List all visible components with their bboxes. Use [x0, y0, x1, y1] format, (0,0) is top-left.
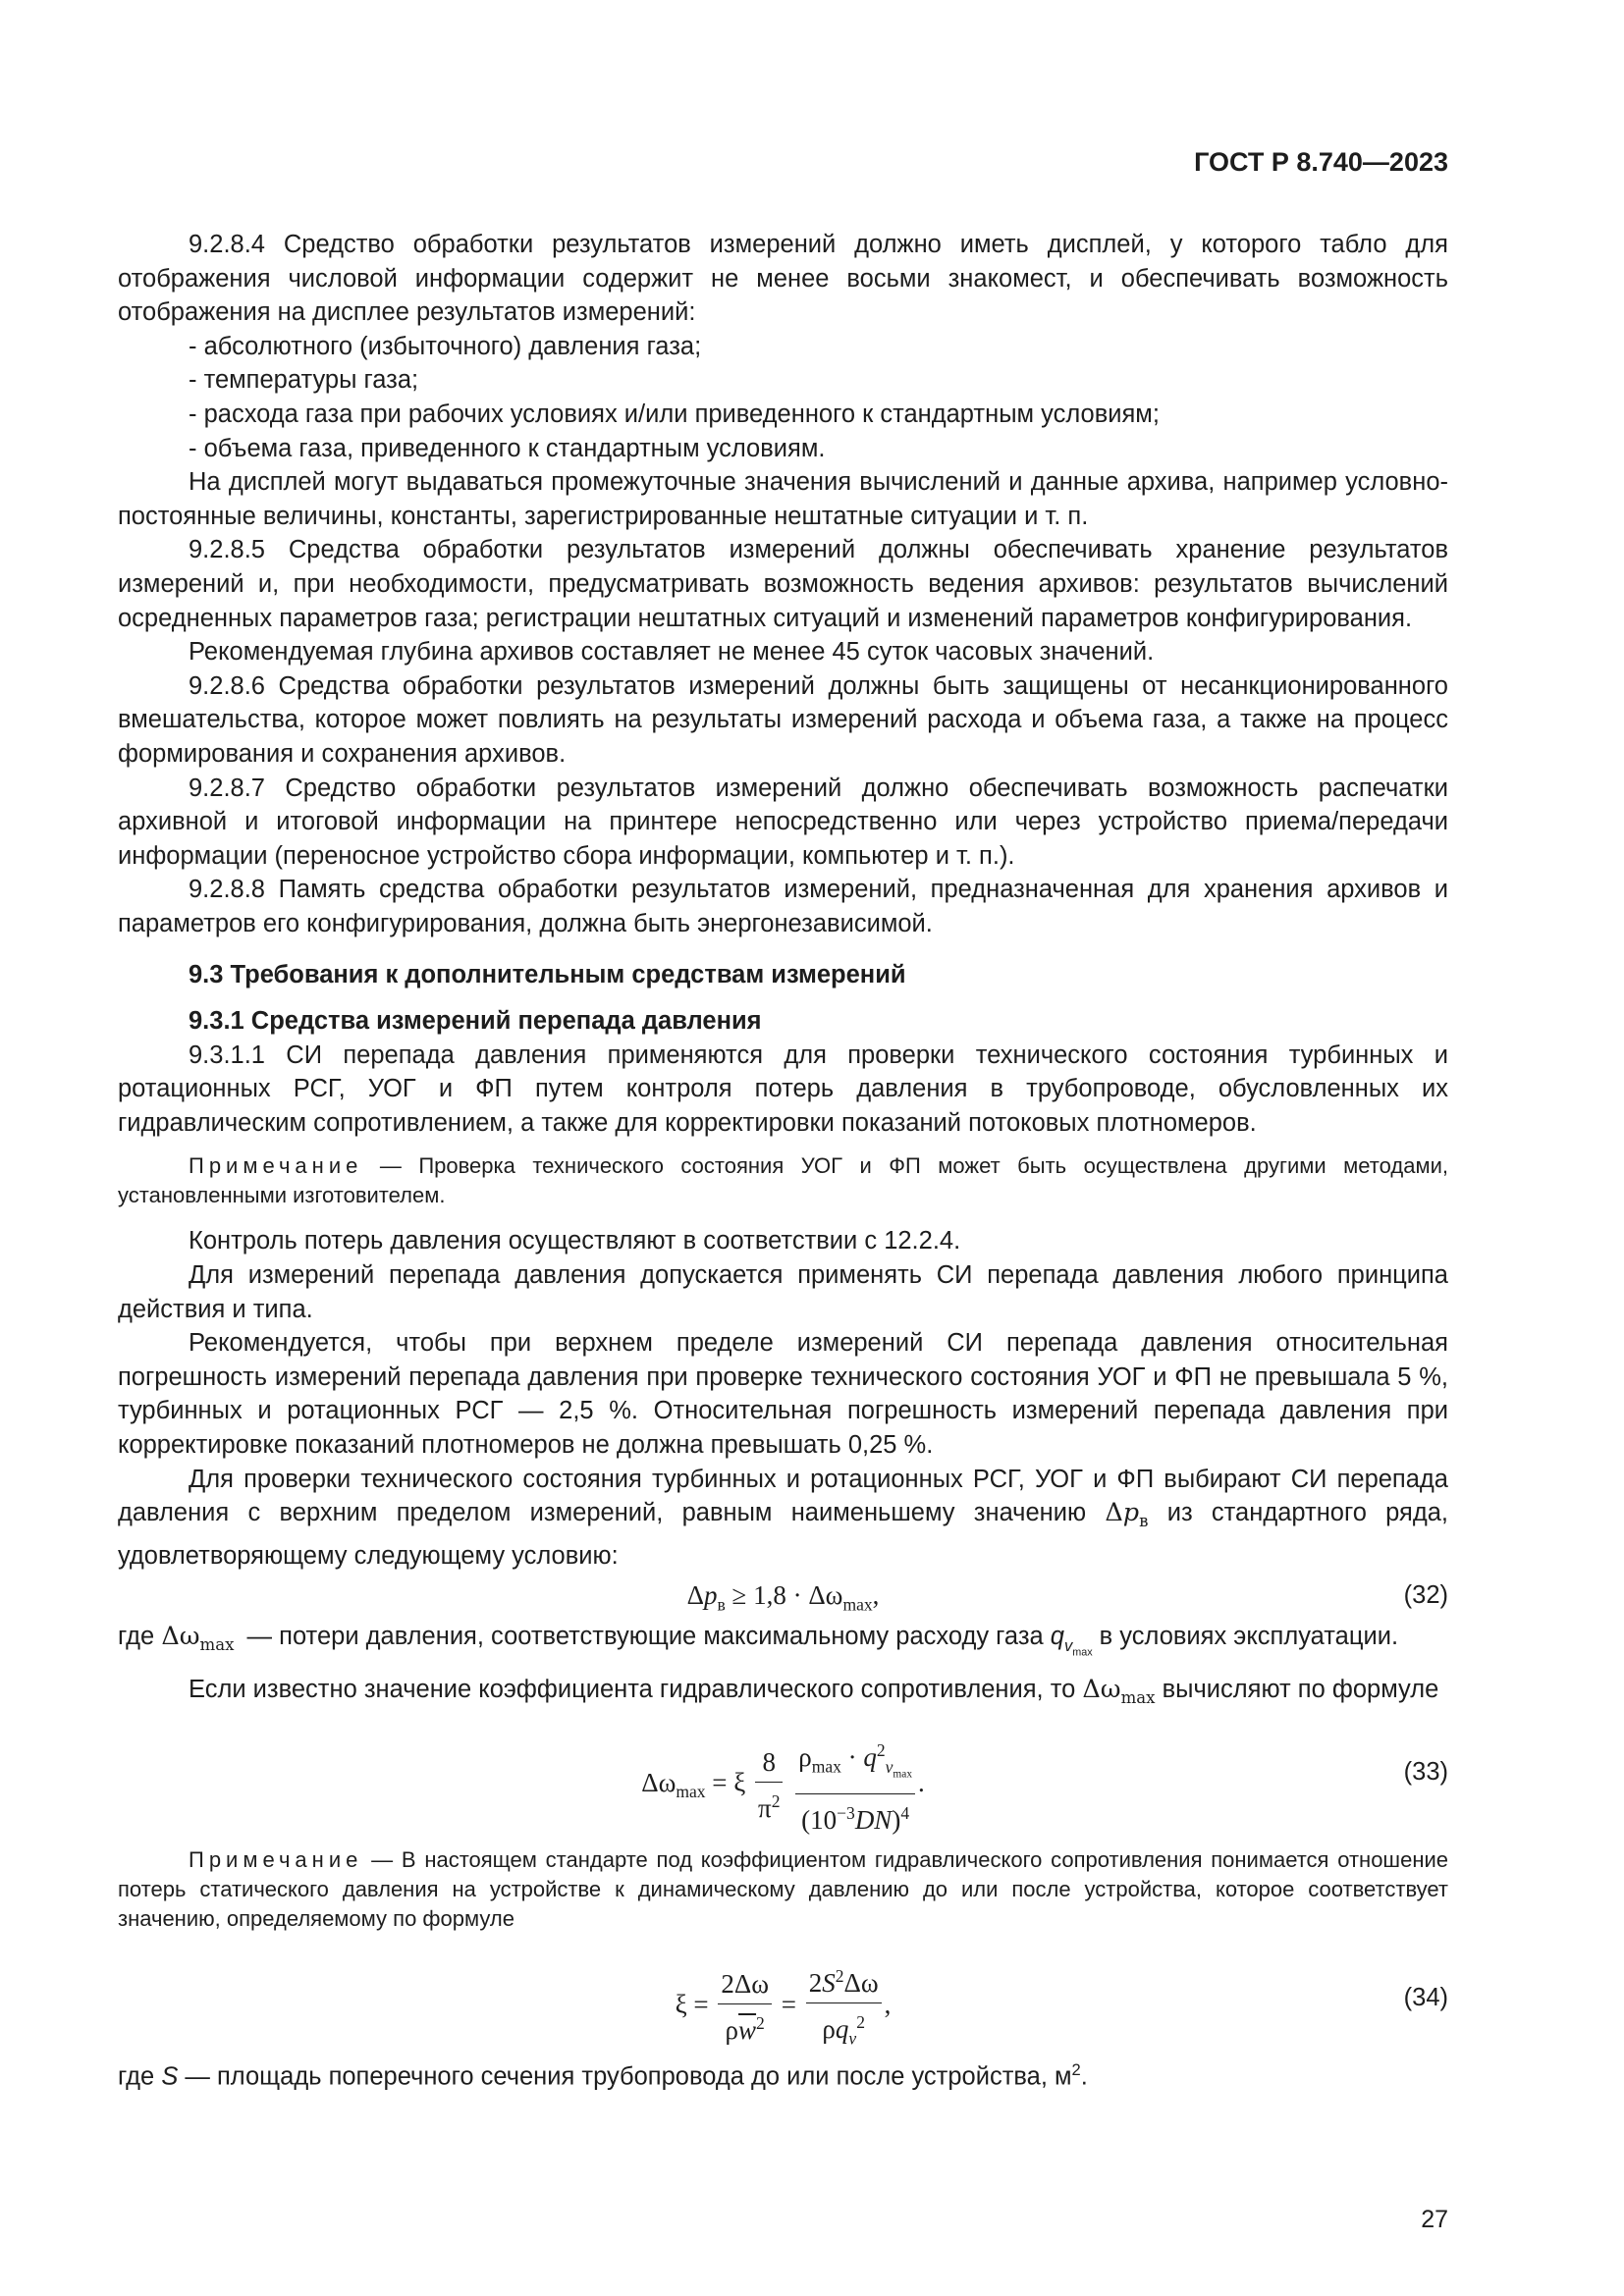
paragraph: Контроль потерь давления осуществляют в соответствии с 12.2.4. [189, 1227, 961, 1255]
paragraph: Для измерений перепада давления допускается применять СИ перепада давления любого принципа действия и типа. [118, 1261, 1448, 1323]
paragraph-9-2-8-5: 9.2.8.5 Средства обработки результатов измерений должны обеспечивать хранение результатов измерений и, при необходимости, предусматривать возможность ведения архивов: результатов вычислений осредненных параметров газа; регистрации нештатных ситуаций и изменений параметров конфигурирования. [118, 536, 1448, 632]
subsection-heading-9-3-1: 9.3.1 Средства измерений перепада давления [189, 1007, 762, 1036]
formula-33 [118, 1716, 1448, 1834]
list-item: - температуры газа; [189, 366, 419, 395]
page-content [118, 228, 1448, 2094]
note-label: Примечание [189, 1847, 363, 1873]
list-item: - объема газа, приведенного к стандартным условиям. [189, 434, 826, 462]
formula-number: (34) [1403, 1984, 1448, 2012]
note-label: Примечание [189, 1153, 363, 1179]
note-text: — Проверка технического состояния УОГ и ФП может быть осуществлена другими методами, установленными изготовителем. [118, 1153, 1448, 1208]
note-1 [118, 1151, 1448, 1210]
formula-number: (33) [1403, 1758, 1448, 1787]
note-text: — В настоящем стандарте под коэффициентом гидравлического сопротивления понимается отношение потерь статического давления на устройстве к динамическому давлению до или после устройства, которое соответствует значению, определяемому по формуле [118, 1847, 1448, 1932]
paragraph: Рекомендуемая глубина архивов составляет не менее 45 суток часовых значений. [189, 638, 1155, 667]
formula-number: (32) [1403, 1581, 1448, 1610]
formula-33-body: $\Delta\omega_{max} = \xi$ $\frac{8}{\pi^2}$ $\frac{\rho_{max} \cdot q^2_{v_{max}}}{(10^{-3}DN)^4}$ . [118, 1734, 1448, 1837]
paragraph-9-3-1-1: 9.3.1.1 СИ перепада давления применяются для проверки технического состояния турбинных и ротационных РСГ, УОГ и ФП путем контроля потерь давления в трубопроводе, обусловленных их гидравлическим сопротивлением, а также для корректировки показаний потоковых плотномеров. [118, 1041, 1448, 1137]
where-clause: где $\Delta\omega_{max}$ — потери давления, соответствующие максимальному расходу газа $q_{v_{max}}$ в условиях эксплуатации. [118, 1622, 1399, 1658]
delta-p-symbol: $\Delta p_в$ [1105, 1498, 1149, 1531]
formula-32 [118, 1573, 1448, 1620]
document-code: ГОСТ Р 8.740—2023 [1194, 147, 1448, 177]
where-clause-s: где S — площадь поперечного сечения трубопровода до или после устройства, $м^2$. [118, 2060, 1088, 2091]
page-number: 27 [1421, 2206, 1448, 2233]
paragraph-9-2-8-4: 9.2.8.4 Средство обработки результатов измерений должно иметь дисплей, у которого табло для отображения числовой информации содержит не менее восьми знакомест, и обеспечивать возможность отображения на дисплее результатов измерений: [118, 231, 1448, 327]
formula-34-body: ξ = $\frac{2\Delta\omega}{\rho\overline{w}^2}$ = $\frac{2S^2\Delta\omega}{\rho q_v^2}$ , [118, 1959, 1448, 2056]
paragraph: На дисплей могут выдаваться промежуточные значения вычислений и данные архива, например условно-постоянные величины, константы, зарегистрированные нештатные ситуации и т. п. [118, 468, 1448, 530]
paragraph: Если известно значение коэффициента гидравлического сопротивления, то $\Delta\omega_{max}$ вычисляют по формуле [189, 1675, 1439, 1708]
formula-34 [118, 1948, 1448, 2054]
paragraph: Рекомендуется, чтобы при верхнем пределе измерений СИ перепада давления относительная погрешность измерений перепада давления при проверке технического состояния УОГ и ФП не превышала 5 %, турбинных и ротационных РСГ — 2,5 %. Относительная погрешность измерений перепада давления при корректировке показаний плотномеров не должна превышать 0,25 %. [118, 1329, 1448, 1459]
list-item: - расхода газа при рабочих условиях и/или приведенного к стандартным условиям; [189, 400, 1160, 428]
formula-32-body: $\Delta p_в \ge 1,8 \cdot \Delta\omega_{max}$, [686, 1580, 880, 1615]
section-heading-9-3: 9.3 Требования к дополнительным средствам измерений [189, 961, 906, 989]
list-item: - абсолютного (избыточного) давления газа; [189, 332, 702, 360]
paragraph-9-2-8-8: 9.2.8.8 Память средства обработки результатов измерений, предназначенная для хранения архивов и параметров его конфигурирования, должна быть энергонезависимой. [118, 876, 1448, 937]
paragraph-9-2-8-6: 9.2.8.6 Средства обработки результатов измерений должны быть защищены от несанкционированного вмешательства, которое может повлиять на результаты измерений расхода и объема газа, а также на процесс формирования и сохранения архивов. [118, 671, 1448, 768]
paragraph: Для проверки технического состояния турбинных и ротационных РСГ, УОГ и ФП выбирают СИ перепада давления с верхним пределом измерений, равным наименьшему значению $\Delta p_в$ из стандартного ряда, удовлетворяющему следующему условию: [118, 1465, 1448, 1570]
note-2 [118, 1845, 1448, 1934]
paragraph-9-2-8-7: 9.2.8.7 Средство обработки результатов измерений должно обеспечивать возможность распечатки архивной и итоговой информации на принтере непосредственно или через устройство приема/передачи информации (переносное устройство сбора информации, компьютер и т. п.). [118, 774, 1448, 870]
